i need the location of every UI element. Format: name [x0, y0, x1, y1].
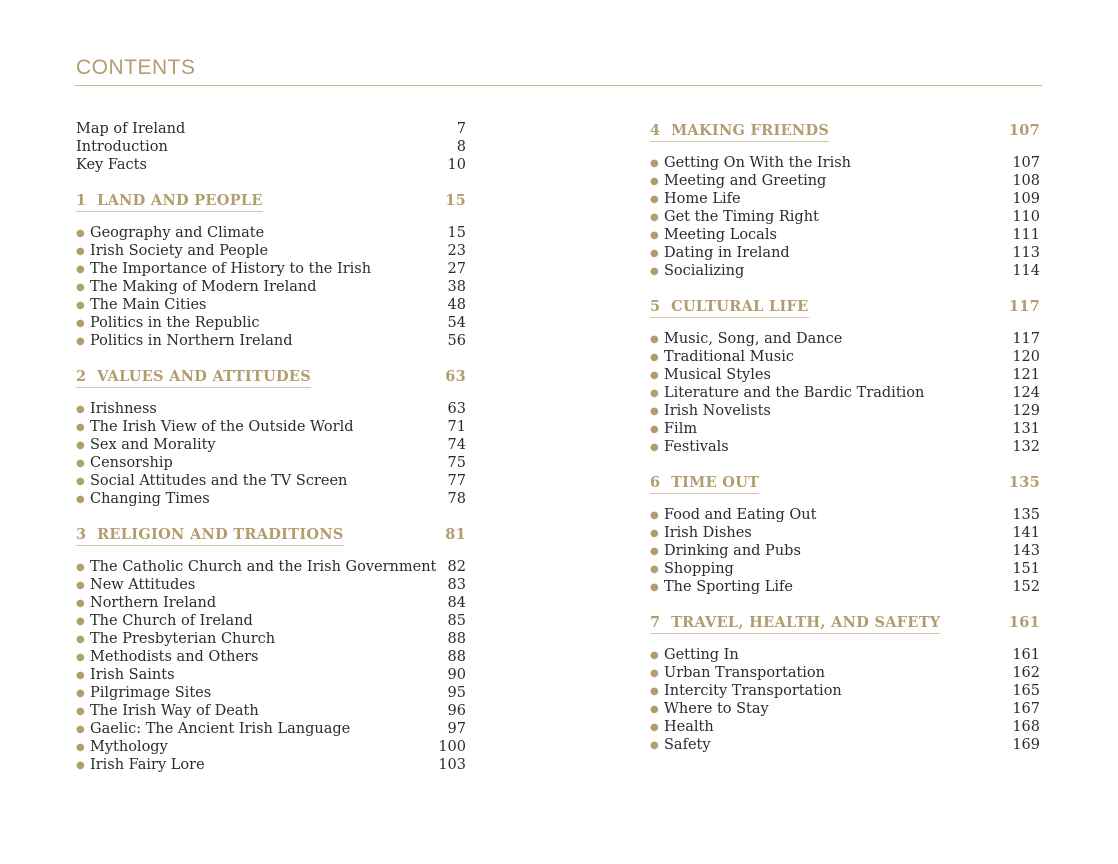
- bullet-icon: ●: [650, 442, 659, 453]
- bullet-icon: ●: [76, 282, 85, 293]
- chapter-heading[interactable]: [650, 614, 1040, 632]
- toc-entry-label: [76, 120, 185, 138]
- toc-page-number: 120: [1012, 349, 1040, 365]
- chapter-title: 1 LAND AND PEOPLE: [76, 192, 263, 212]
- toc-entry[interactable]: [76, 454, 466, 472]
- toc-entry-text: Food and Eating Out: [664, 507, 817, 523]
- chapter-heading[interactable]: [650, 122, 1040, 140]
- toc-page-number: 83: [447, 577, 466, 593]
- toc-page-number: 88: [447, 631, 466, 647]
- toc-entry[interactable]: [650, 172, 1040, 190]
- toc-entry-text: Film: [664, 421, 698, 437]
- toc-page-number: 114: [1012, 263, 1040, 279]
- toc-page-number: 75: [447, 455, 466, 471]
- toc-page-number: 141: [1012, 525, 1040, 541]
- toc-page-number: 168: [1012, 719, 1040, 735]
- bullet-icon: ●: [650, 650, 659, 661]
- toc-entry-label: [76, 702, 259, 722]
- toc-entry-text: Where to Stay: [664, 701, 769, 717]
- toc-entry-label: [76, 296, 207, 316]
- toc-entry-label: [650, 244, 790, 264]
- toc-entry-text: Traditional Music: [664, 349, 794, 365]
- toc-entry-text: Changing Times: [90, 491, 210, 507]
- toc-page-number: 27: [447, 261, 466, 277]
- toc-entry-label: [650, 366, 771, 386]
- toc-entry-text: The Making of Modern Ireland: [90, 279, 317, 295]
- toc-entry-text: Urban Transportation: [664, 665, 826, 681]
- chapter-heading[interactable]: [76, 368, 466, 386]
- toc-entry-label: [76, 756, 205, 776]
- chapter-title: 4 MAKING FRIENDS: [650, 122, 829, 142]
- bullet-icon: ●: [76, 264, 85, 275]
- toc-entry-label: [650, 646, 739, 666]
- toc-entry-label: [650, 226, 777, 246]
- toc-page-number: 162: [1012, 665, 1040, 681]
- bullet-icon: ●: [650, 230, 659, 241]
- toc-entry[interactable]: [650, 682, 1040, 700]
- toc-page-number: 117: [1012, 331, 1040, 347]
- toc-entry-text: Irish Dishes: [664, 525, 752, 541]
- toc-entry[interactable]: [650, 524, 1040, 542]
- bullet-icon: ●: [76, 580, 85, 591]
- bullet-icon: ●: [650, 668, 659, 679]
- toc-entry[interactable]: [650, 542, 1040, 560]
- toc-entry[interactable]: [650, 366, 1040, 384]
- toc-entry[interactable]: [76, 314, 466, 332]
- toc-entry[interactable]: [650, 718, 1040, 736]
- toc-entry-label: [76, 472, 347, 492]
- toc-entry-label: [650, 402, 771, 422]
- toc-entry[interactable]: [76, 490, 466, 508]
- bullet-icon: ●: [650, 406, 659, 417]
- toc-entry-text: New Attitudes: [90, 577, 196, 593]
- bullet-icon: ●: [650, 334, 659, 345]
- chapter-page-number: 117: [1008, 298, 1040, 315]
- toc-entry-text: The Irish View of the Outside World: [90, 419, 354, 435]
- toc-entry-label: [76, 224, 264, 244]
- toc-entry-label: [76, 418, 354, 438]
- toc-entry[interactable]: [76, 576, 466, 594]
- toc-entry[interactable]: [76, 436, 466, 454]
- toc-entry-label: [76, 576, 195, 596]
- toc-entry-text: Irish Novelists: [664, 403, 771, 419]
- toc-entry-label: [76, 630, 275, 650]
- toc-entry[interactable]: [650, 578, 1040, 596]
- chapter-title: 3 RELIGION AND TRADITIONS: [76, 526, 344, 546]
- toc-entry-text: Get the Timing Right: [664, 209, 819, 225]
- chapter-page-number: 135: [1008, 474, 1040, 491]
- toc-entry[interactable]: [76, 702, 466, 720]
- bullet-icon: ●: [650, 704, 659, 715]
- toc-entry-text: Shopping: [664, 561, 734, 577]
- toc-entry[interactable]: [650, 262, 1040, 280]
- toc-page-number: 108: [1012, 173, 1040, 189]
- toc-entry[interactable]: [650, 154, 1040, 172]
- toc-entry-label: [76, 436, 216, 456]
- toc-entry-text: Getting In: [664, 647, 739, 663]
- bullet-icon: ●: [76, 476, 85, 487]
- toc-entry[interactable]: [650, 664, 1040, 682]
- toc-entry[interactable]: [76, 684, 466, 702]
- toc-entry-text: The Irish Way of Death: [90, 703, 259, 719]
- toc-entry-text: Politics in the Republic: [90, 315, 260, 331]
- toc-entry[interactable]: [650, 348, 1040, 366]
- toc-page-number: 129: [1012, 403, 1040, 419]
- toc-entry-text: Irish Society and People: [90, 243, 269, 259]
- toc-entry-label: [76, 684, 211, 704]
- toc-entry[interactable]: [76, 296, 466, 314]
- bullet-icon: ●: [650, 528, 659, 539]
- toc-entry-label: [650, 384, 924, 404]
- toc-entry-text: Festivals: [664, 439, 729, 455]
- bullet-icon: ●: [76, 598, 85, 609]
- toc-entry-text: Gaelic: The Ancient Irish Language: [90, 721, 351, 737]
- toc-page-number: 110: [1012, 209, 1040, 225]
- bullet-icon: ●: [76, 724, 85, 735]
- bullet-icon: ●: [650, 212, 659, 223]
- bullet-icon: ●: [76, 616, 85, 627]
- toc-page-number: 135: [1012, 507, 1040, 523]
- toc-entry[interactable]: [76, 648, 466, 666]
- toc-page-number: 10: [447, 157, 466, 173]
- toc-page-number: 23: [447, 243, 466, 259]
- toc-entry[interactable]: [76, 224, 466, 242]
- bullet-icon: ●: [650, 686, 659, 697]
- bullet-icon: ●: [76, 688, 85, 699]
- toc-entry-label: [650, 542, 801, 562]
- toc-entry-label: [76, 138, 168, 156]
- toc-entry-label: [650, 172, 826, 192]
- toc-entry-label: [76, 314, 260, 334]
- toc-page-number: 161: [1012, 647, 1040, 663]
- toc-entry-label: [650, 348, 794, 368]
- bullet-icon: ●: [650, 564, 659, 575]
- toc-page-number: 132: [1012, 439, 1040, 455]
- bullet-icon: ●: [650, 740, 659, 751]
- toc-page-number: 131: [1012, 421, 1040, 437]
- toc-page-number: 111: [1012, 227, 1040, 243]
- toc-entry[interactable]: [76, 666, 466, 684]
- bullet-icon: ●: [76, 300, 85, 311]
- toc-entry-label: [650, 682, 842, 702]
- chapter-page-number: 63: [445, 368, 466, 385]
- toc-page-number: 151: [1012, 561, 1040, 577]
- toc-entry[interactable]: [650, 560, 1040, 578]
- chapter-title: 6 TIME OUT: [650, 474, 759, 494]
- toc-entry-text: Literature and the Bardic Tradition: [664, 385, 925, 401]
- chapter-title: 2 VALUES AND ATTITUDES: [76, 368, 311, 388]
- bullet-icon: ●: [76, 404, 85, 415]
- chapter-page-number: 161: [1008, 614, 1040, 631]
- bullet-icon: ●: [650, 176, 659, 187]
- bullet-icon: ●: [650, 370, 659, 381]
- bullet-icon: ●: [650, 352, 659, 363]
- chapter-title: 5 CULTURAL LIFE: [650, 298, 809, 318]
- toc-entry-text: The Catholic Church and the Irish Government: [90, 559, 437, 575]
- toc-entry-text: Dating in Ireland: [664, 245, 790, 261]
- bullet-icon: ●: [76, 706, 85, 717]
- bullet-icon: ●: [76, 742, 85, 753]
- bullet-icon: ●: [76, 670, 85, 681]
- toc-page-number: 124: [1012, 385, 1040, 401]
- toc-entry-text: Northern Ireland: [90, 595, 217, 611]
- toc-page-number: 15: [447, 225, 466, 241]
- chapter-page-number: 15: [445, 192, 466, 209]
- toc-entry-text: Geography and Climate: [90, 225, 265, 241]
- bullet-icon: ●: [76, 246, 85, 257]
- toc-entry[interactable]: [76, 630, 466, 648]
- toc-page-number: 109: [1012, 191, 1040, 207]
- toc-entry-label: [76, 612, 253, 632]
- toc-entry-text: The Church of Ireland: [90, 613, 253, 629]
- bullet-icon: ●: [650, 722, 659, 733]
- toc-entry[interactable]: [76, 418, 466, 436]
- toc-entry-label: [650, 506, 816, 526]
- toc-entry[interactable]: [650, 208, 1040, 226]
- toc-entry[interactable]: [650, 736, 1040, 754]
- toc-entry[interactable]: [76, 720, 466, 738]
- toc-entry-label: [650, 438, 729, 458]
- chapter-heading[interactable]: [76, 192, 466, 210]
- toc-entry-text: Home Life: [664, 191, 741, 207]
- toc-page-number: 88: [447, 649, 466, 665]
- toc-entry[interactable]: [76, 400, 466, 418]
- toc-entry-text: Key Facts: [76, 157, 147, 173]
- toc-entry-text: Introduction: [76, 139, 168, 155]
- toc-entry-text: The Importance of History to the Irish: [90, 261, 372, 277]
- toc-entry-label: [650, 262, 744, 282]
- toc-entry-label: [650, 208, 819, 228]
- toc-entry-label: [650, 420, 697, 440]
- toc-entry-label: [76, 278, 317, 298]
- toc-entry-text: Politics in Northern Ireland: [90, 333, 293, 349]
- bullet-icon: ●: [650, 158, 659, 169]
- toc-entry-text: Irish Saints: [90, 667, 175, 683]
- bullet-icon: ●: [76, 318, 85, 329]
- toc-entry-text: Meeting and Greeting: [664, 173, 827, 189]
- bullet-icon: ●: [76, 494, 85, 505]
- toc-entry-text: Meeting Locals: [664, 227, 777, 243]
- toc-entry-text: Sex and Morality: [90, 437, 216, 453]
- bullet-icon: ●: [650, 510, 659, 521]
- toc-entry-text: The Presbyterian Church: [90, 631, 276, 647]
- toc-page-number: 77: [447, 473, 466, 489]
- toc-page-number: 95: [447, 685, 466, 701]
- toc-entry[interactable]: [76, 612, 466, 630]
- contents-right-column: [650, 120, 1040, 754]
- bullet-icon: ●: [650, 194, 659, 205]
- toc-entry-text: Socializing: [664, 263, 745, 279]
- toc-page-number: 71: [447, 419, 466, 435]
- toc-entry-text: Social Attitudes and the TV Screen: [90, 473, 348, 489]
- toc-entry-label: [650, 190, 741, 210]
- toc-entry[interactable]: [76, 260, 466, 278]
- toc-entry-text: Musical Styles: [664, 367, 771, 383]
- toc-entry-label: [76, 490, 210, 510]
- toc-entry[interactable]: [650, 244, 1040, 262]
- toc-entry-label: [76, 156, 147, 174]
- toc-entry[interactable]: [76, 242, 466, 260]
- toc-entry-text: Irishness: [90, 401, 157, 417]
- toc-page-number: 152: [1012, 579, 1040, 595]
- toc-entry[interactable]: [76, 594, 466, 612]
- toc-entry-label: [76, 648, 258, 668]
- bullet-icon: ●: [650, 582, 659, 593]
- toc-page-number: 90: [447, 667, 466, 683]
- toc-page-number: 107: [1012, 155, 1040, 171]
- toc-page-number: 8: [456, 139, 466, 155]
- contents-left-column: [76, 120, 466, 774]
- toc-page-number: 113: [1012, 245, 1040, 261]
- chapter-heading[interactable]: [650, 298, 1040, 316]
- toc-page-number: 97: [447, 721, 466, 737]
- toc-entry[interactable]: [76, 558, 466, 576]
- toc-entry-label: [650, 524, 752, 544]
- toc-entry-text: Irish Fairy Lore: [90, 757, 205, 773]
- toc-entry-label: [76, 594, 216, 614]
- toc-entry-label: [650, 664, 825, 684]
- toc-front-entry[interactable]: [76, 138, 466, 156]
- bullet-icon: ●: [76, 562, 85, 573]
- toc-entry-label: [76, 400, 157, 420]
- toc-entry-label: [650, 560, 734, 580]
- toc-page-number: 56: [447, 333, 466, 349]
- toc-page-number: 167: [1012, 701, 1040, 717]
- toc-page-number: 165: [1012, 683, 1040, 699]
- chapter-title: 7 TRAVEL, HEALTH, AND SAFETY: [650, 614, 940, 634]
- toc-entry-text: Mythology: [90, 739, 168, 755]
- toc-entry-text: Censorship: [90, 455, 173, 471]
- bullet-icon: ●: [650, 266, 659, 277]
- toc-entry-label: [650, 718, 714, 738]
- toc-page-number: 38: [447, 279, 466, 295]
- chapter-page-number: 107: [1008, 122, 1040, 139]
- toc-entry[interactable]: [76, 472, 466, 490]
- bullet-icon: ●: [650, 388, 659, 399]
- toc-entry-text: Methodists and Others: [90, 649, 259, 665]
- bullet-icon: ●: [76, 422, 85, 433]
- page-title: CONTENTS: [76, 56, 196, 79]
- toc-page-number: 74: [447, 437, 466, 453]
- bullet-icon: ●: [650, 424, 659, 435]
- bullet-icon: ●: [76, 760, 85, 771]
- toc-entry-text: Music, Song, and Dance: [664, 331, 843, 347]
- toc-entry[interactable]: [650, 190, 1040, 208]
- toc-entry[interactable]: [650, 438, 1040, 456]
- toc-entry-label: [650, 154, 851, 174]
- toc-entry-label: [650, 578, 793, 598]
- chapter-heading[interactable]: [650, 474, 1040, 492]
- toc-front-entry[interactable]: [76, 156, 466, 174]
- toc-entry[interactable]: [650, 402, 1040, 420]
- toc-page-number: 48: [447, 297, 466, 313]
- toc-entry[interactable]: [650, 646, 1040, 664]
- toc-entry-label: [650, 700, 769, 720]
- toc-page-number: 7: [456, 121, 466, 137]
- toc-page-number: 82: [447, 559, 466, 575]
- toc-page-number: 85: [447, 613, 466, 629]
- toc-page-number: 103: [438, 757, 466, 773]
- toc-entry-text: Getting On With the Irish: [664, 155, 852, 171]
- bullet-icon: ●: [76, 228, 85, 239]
- bullet-icon: ●: [76, 458, 85, 469]
- toc-page-number: 143: [1012, 543, 1040, 559]
- bullet-icon: ●: [76, 440, 85, 451]
- toc-entry-label: [76, 666, 175, 686]
- toc-entry-label: [76, 738, 168, 758]
- toc-entry-label: [650, 736, 711, 756]
- toc-page-number: 96: [447, 703, 466, 719]
- toc-entry[interactable]: [650, 384, 1040, 402]
- toc-entry[interactable]: [650, 330, 1040, 348]
- toc-entry-label: [76, 242, 268, 262]
- toc-page-number: 54: [447, 315, 466, 331]
- toc-entry[interactable]: [650, 506, 1040, 524]
- toc-entry-label: [76, 558, 436, 578]
- bullet-icon: ●: [650, 248, 659, 259]
- toc-entry-label: [650, 330, 842, 350]
- toc-entry[interactable]: [76, 738, 466, 756]
- toc-page-number: 63: [447, 401, 466, 417]
- toc-front-entry[interactable]: [76, 120, 466, 138]
- toc-entry-label: [76, 454, 173, 474]
- toc-entry[interactable]: [650, 420, 1040, 438]
- chapter-heading[interactable]: [76, 526, 466, 544]
- toc-page-number: 78: [447, 491, 466, 507]
- chapter-page-number: 81: [445, 526, 466, 543]
- toc-entry[interactable]: [76, 756, 466, 774]
- toc-page-number: 100: [438, 739, 466, 755]
- toc-entry-text: Pilgrimage Sites: [90, 685, 212, 701]
- toc-entry-text: Drinking and Pubs: [664, 543, 801, 559]
- bullet-icon: ●: [76, 336, 85, 347]
- toc-entry-text: Health: [664, 719, 714, 735]
- toc-entry[interactable]: [76, 332, 466, 350]
- toc-entry[interactable]: [650, 700, 1040, 718]
- toc-entry-label: [76, 260, 371, 280]
- toc-entry-text: The Main Cities: [90, 297, 207, 313]
- toc-entry-label: [76, 332, 293, 352]
- toc-entry-text: Map of Ireland: [76, 121, 186, 137]
- toc-entry[interactable]: [650, 226, 1040, 244]
- toc-entry[interactable]: [76, 278, 466, 296]
- toc-entry-text: Intercity Transportation: [664, 683, 842, 699]
- toc-page-number: 121: [1012, 367, 1040, 383]
- toc-page-number: 169: [1012, 737, 1040, 753]
- bullet-icon: ●: [650, 546, 659, 557]
- toc-entry-label: [76, 720, 350, 740]
- bullet-icon: ●: [76, 634, 85, 645]
- toc-page-number: 84: [447, 595, 466, 611]
- toc-entry-text: The Sporting Life: [664, 579, 793, 595]
- bullet-icon: ●: [76, 652, 85, 663]
- toc-entry-text: Safety: [664, 737, 711, 753]
- title-divider: [75, 85, 1042, 86]
